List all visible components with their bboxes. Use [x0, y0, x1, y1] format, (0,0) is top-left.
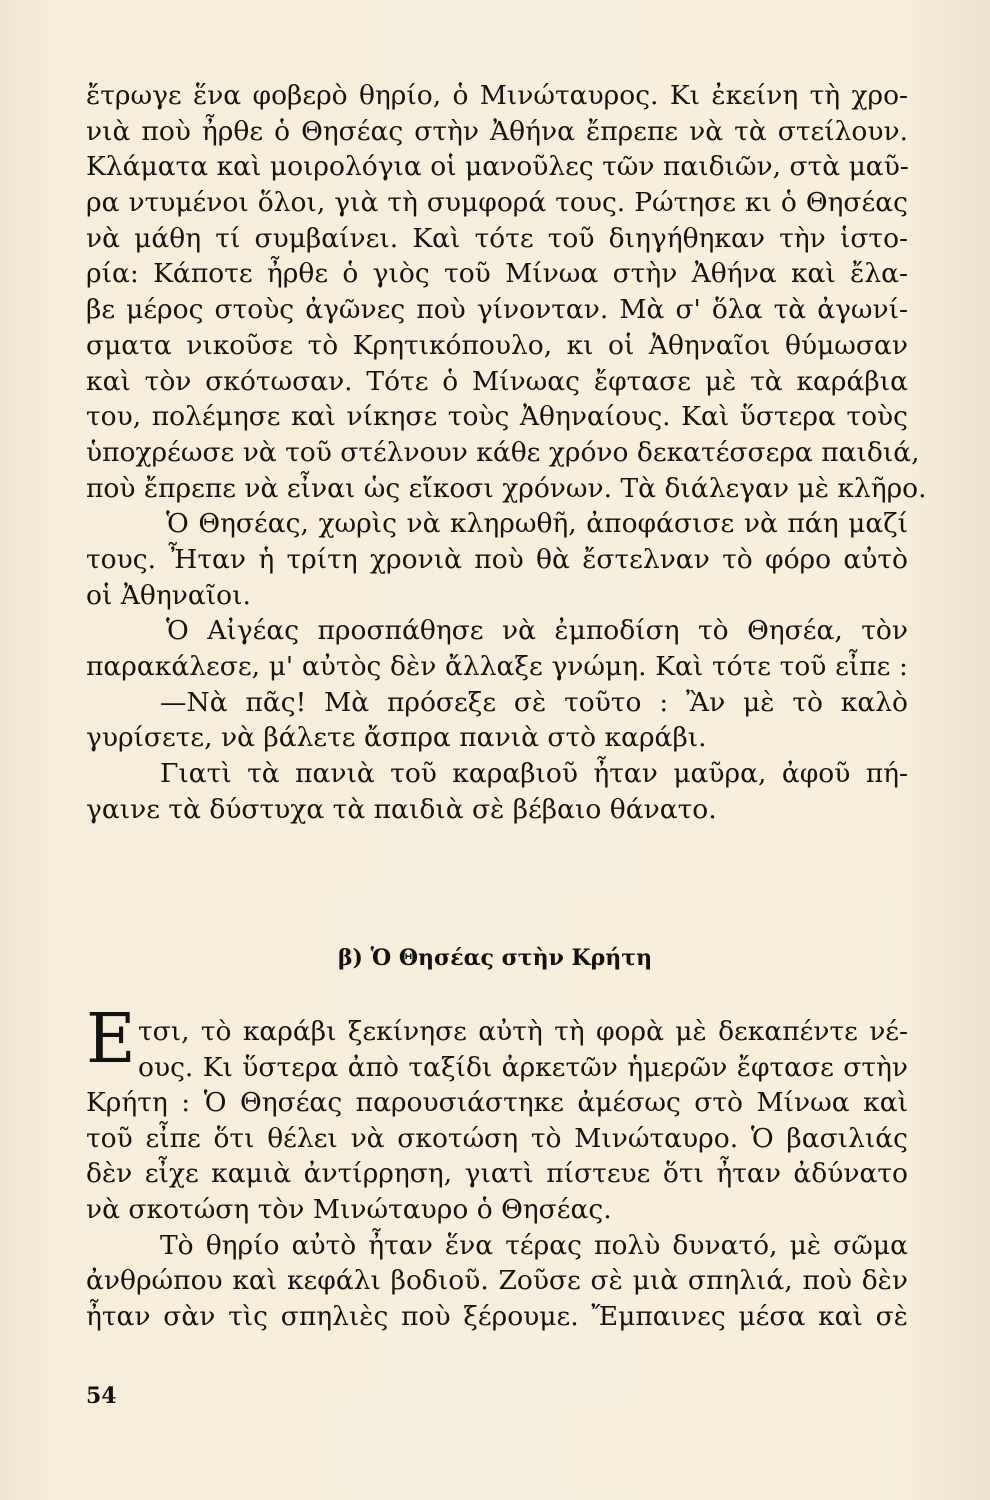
text-line: τσι, τὸ καράβι ξεκίνησε αὐτὴ τὴ φορὰ μὲ δεκαπέντε νέ-: [138, 1016, 908, 1047]
main-text: [86, 78, 927, 827]
text-line: ους. Κι ὕστερα ἀπὸ ταξίδι ἀρκετῶν ἡμερῶν ἔφτασε στὴν: [138, 1051, 908, 1083]
text-line: ρία: Κάποτε ἦρθε ὁ γιὸς τοῦ Μίνωα στὴν Ἀθήνα καὶ ἔλα-: [86, 258, 908, 290]
text-line: ἀνθρώπου καὶ κεφάλι βοδιοῦ. Ζοῦσε σὲ μιὰ σπηλιά, ποὺ δὲν: [86, 1265, 908, 1297]
text-line: τοῦ εἶπε ὅτι θέλει νὰ σκοτώση τὸ Μινώταυρο. Ὁ βασιλιάς: [86, 1122, 908, 1154]
text-line: του, πολέμησε καὶ νίκησε τοὺς Ἀθηναίους. Καὶ ὕστερα τοὺς: [86, 401, 908, 433]
text-line: ποὺ ἔπρεπε νὰ εἶναι ὡς εἴκοσι χρόνων. Τὰ διάλεγαν μὲ κλῆρο.: [86, 472, 927, 504]
page-number: 54: [86, 1383, 117, 1409]
text-line: Τὸ θηρίο αὐτὸ ἦταν ἕνα τέρας πολὺ δυνατό, μὲ σῶμα: [160, 1229, 908, 1261]
text-line: Ὁ Αἰγέας προσπάθησε νὰ ἐμποδίση τὸ Θησέα, τὸν: [166, 615, 908, 647]
text-line: οἱ Ἀθηναῖοι.: [86, 579, 251, 611]
text-line: τους. Ἦταν ἡ τρίτη χρονιὰ ποὺ θὰ ἔστελναν τὸ φόρο αὐτὸ: [86, 543, 908, 575]
text-line: βε μέρος στοὺς ἀγῶνες ποὺ γίνονταν. Μὰ σ' ὅλα τὰ ἀγωνί-: [86, 294, 908, 326]
text-line: ρα ντυμένοι ὅλοι, γιὰ τὴ συμφορά τους. Ρώτησε κι ὁ Θησέας: [86, 187, 908, 219]
text-line: Ὁ Θησέας, χωρὶς νὰ κληρωθῆ, ἀποφάσισε νὰ πάη μαζί: [166, 508, 908, 540]
section-heading: β) Ὁ Θησέας στὴν Κρήτη: [337, 945, 653, 971]
text-line: γυρίσετε, νὰ βάλετε ἄσπρα πανιὰ στὸ καράβι.: [86, 722, 707, 754]
text-line: Κλάματα καὶ μοιρολόγια οἱ μανοῦλες τῶν παιδιῶν, στὰ μαῦ-: [86, 151, 909, 183]
section-text: [86, 1085, 908, 1335]
text-line: Κρήτη : Ὁ Θησέας παρουσιάστηκε ἀμέσως στὸ Μίνωα καὶ: [86, 1087, 908, 1118]
text-line: παρακάλεσε, μ' αὐτὸς δὲν ἄλλαξε γνώμη. Καὶ τότε τοῦ εἶπε :: [86, 651, 908, 682]
text-line: ἔτρωγε ἕνα φοβερὸ θηρίο, ὁ Μινώταυρος. Κι ἐκείνη τὴ χρο-: [86, 80, 908, 111]
text-line: σματα νικοῦσε τὸ Κρητικόπουλο, κι οἱ Ἀθηναῖοι θύμωσαν: [86, 329, 908, 361]
text-line: νὰ μάθη τί συμβαίνει. Καὶ τότε τοῦ διηγήθηκαν τὴν ἱστο-: [86, 222, 908, 254]
text-line: Γιατὶ τὰ πανιὰ τοῦ καραβιοῦ ἦταν μαῦρα, ἀφοῦ πή-: [160, 758, 908, 790]
text-line: δὲν εἶχε καμιὰ ἀντίρρηση, γιατὶ πίστευε ὅτι ἦταν ἀδύνατο: [86, 1158, 908, 1190]
section-first-lines: [138, 1014, 908, 1085]
text-line: καὶ τὸν σκότωσαν. Τότε ὁ Μίνωας ἔφτασε μὲ τὰ καράβια: [86, 365, 908, 397]
text-line: ὑποχρέωσε νὰ τοῦ στέλνουν κάθε χρόνο δεκατέσσερα παιδιά,: [86, 436, 920, 468]
text-line: νὰ σκοτώση τὸν Μινώταυρο ὁ Θησέας.: [86, 1194, 612, 1226]
text-line: —Νὰ πᾶς! Μὰ πρόσεξε σὲ τοῦτο : Ἂν μὲ τὸ καλὸ: [160, 686, 908, 718]
drop-cap: Ε: [86, 1000, 136, 1079]
text-line: νιὰ ποὺ ἦρθε ὁ Θησέας στὴν Ἀθήνα ἔπρεπε νὰ τὰ στείλουν.: [86, 115, 908, 147]
text-line: ἦταν σὰν τὶς σπηλιὲς ποὺ ξέρουμε. Ἔμπαινες μέσα καὶ σὲ: [86, 1301, 908, 1333]
text-line: γαινε τὰ δύστυχα τὰ παιδιὰ σὲ βέβαιο θάνατο.: [86, 793, 717, 825]
